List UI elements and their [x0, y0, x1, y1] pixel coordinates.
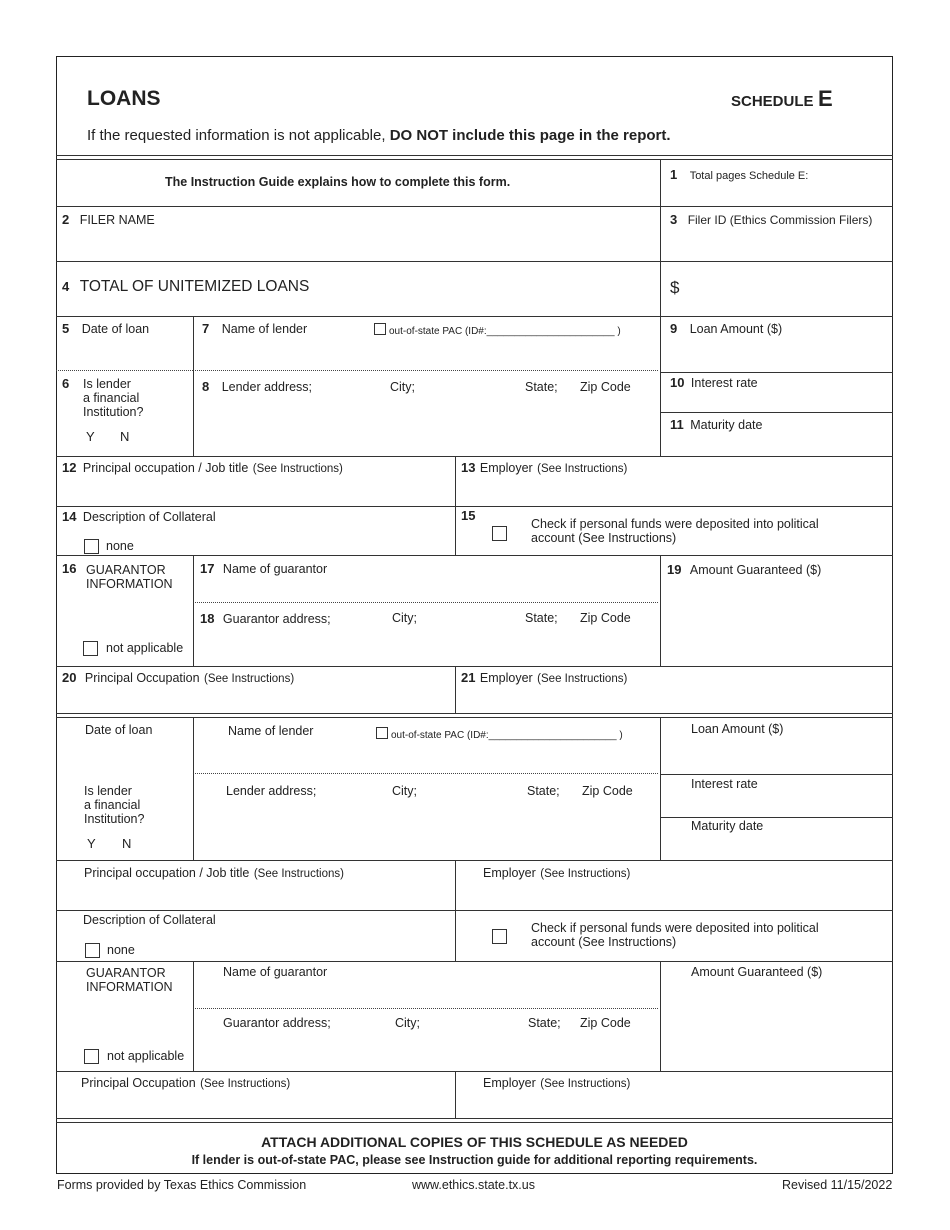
amount-guaranteed-label: Amount Guaranteed ($)	[689, 563, 822, 577]
divider	[56, 261, 893, 262]
not-applicable-checkbox[interactable]	[83, 641, 98, 656]
dotted-divider	[56, 370, 193, 371]
guarantor-address-field[interactable]	[200, 610, 331, 628]
interest-rate-field[interactable]	[670, 374, 758, 392]
see-instructions: (See Instructions)	[253, 868, 344, 880]
pac-checkbox[interactable]	[376, 727, 388, 739]
principal-occupation-field[interactable]	[62, 459, 343, 477]
notice-bold: DO NOT include this page in the report.	[389, 127, 671, 144]
pac-label: out-of-state PAC (ID#:_______________________ )	[391, 730, 623, 741]
personal-funds-checkbox[interactable]	[492, 526, 507, 541]
yes-option[interactable]: Y	[86, 429, 95, 444]
field-number: 9	[670, 321, 678, 336]
field-number: 4	[62, 279, 70, 294]
amount-guaranteed-label[interactable]: Amount Guaranteed ($)	[691, 965, 823, 979]
principal-occupation-field[interactable]	[84, 864, 344, 882]
see-instructions: (See Instructions)	[537, 463, 628, 475]
personal-funds-checkbox[interactable]	[492, 929, 507, 944]
principal-occupation-label: Principal Occupation	[81, 1076, 196, 1090]
not-applicable-label: not applicable	[107, 1049, 185, 1063]
divider	[56, 860, 893, 861]
zip-label: Zip Code	[580, 611, 631, 625]
field-number: 17	[200, 561, 215, 576]
no-option[interactable]: N	[122, 836, 132, 851]
divider	[193, 961, 194, 1071]
none-label: none	[106, 539, 134, 553]
employer-label: Employer	[483, 866, 536, 880]
not-applicable-checkbox[interactable]	[84, 1049, 99, 1064]
guarantor-info-label	[86, 966, 173, 994]
divider	[660, 159, 661, 316]
form-title: LOANS	[87, 87, 161, 110]
personal-funds-line: account (See Instructions)	[531, 935, 677, 949]
field-number: 5	[62, 321, 70, 336]
filer-id-label: Filer ID (Ethics Commission Filers)	[687, 213, 873, 227]
guarantor-info-label	[86, 563, 173, 591]
state-label: State;	[528, 1016, 561, 1030]
employer-field[interactable]	[483, 864, 630, 882]
name-of-lender-label: Name of lender	[221, 322, 308, 336]
guarantor-info-line: GUARANTOR	[86, 966, 166, 980]
divider	[56, 1118, 893, 1119]
see-instructions: (See Instructions)	[540, 868, 631, 880]
divider	[660, 555, 661, 666]
name-of-guarantor-field[interactable]	[200, 560, 327, 578]
collateral-label[interactable]: Description of Collateral	[83, 913, 216, 927]
guarantor-info-line: INFORMATION	[86, 980, 173, 994]
pac-label: out-of-state PAC (ID#:_______________________ )	[389, 326, 621, 337]
field-number: 7	[202, 321, 210, 336]
employer-label: Employer	[479, 671, 533, 685]
city-label: City;	[392, 784, 417, 798]
zip-label: Zip Code	[580, 1016, 631, 1030]
divider	[193, 717, 194, 860]
none-checkbox[interactable]	[84, 539, 99, 554]
guarantor-info-line: GUARANTOR	[86, 563, 166, 577]
guarantor-address-label: Guarantor address;	[222, 612, 331, 626]
is-lender-financial-field[interactable]	[62, 375, 69, 393]
field-number: 16	[62, 561, 77, 576]
see-instructions: (See Instructions)	[200, 1078, 291, 1090]
lender-address-field[interactable]	[202, 378, 312, 396]
dotted-divider	[195, 370, 658, 371]
divider	[56, 456, 893, 457]
none-label: none	[107, 943, 135, 957]
personal-funds-label	[531, 517, 819, 545]
filer-name-label: FILER NAME	[79, 213, 155, 227]
not-applicable-label: not applicable	[106, 641, 184, 655]
is-lender-line: a financial	[83, 391, 140, 405]
pac-checkbox[interactable]	[374, 323, 386, 335]
divider	[660, 717, 661, 860]
maturity-date-label: Maturity date	[690, 418, 763, 432]
date-of-loan-label: Date of loan	[81, 322, 150, 336]
maturity-date-field[interactable]	[670, 416, 762, 434]
is-lender-line: a financial	[84, 798, 141, 812]
divider	[660, 412, 893, 413]
divider	[660, 774, 893, 775]
see-instructions: (See Instructions)	[540, 1078, 631, 1090]
is-lender-line: Institution?	[84, 812, 145, 826]
divider	[56, 206, 893, 207]
schedule-letter: E	[817, 86, 833, 111]
field-number: 12	[62, 460, 77, 475]
divider	[56, 1122, 893, 1123]
divider	[660, 961, 661, 1071]
schedule-word: SCHEDULE	[731, 93, 814, 110]
total-unitemized-field[interactable]	[62, 278, 309, 296]
divider	[56, 910, 893, 911]
divider	[455, 666, 456, 713]
dotted-divider	[195, 602, 658, 603]
divider	[56, 961, 893, 962]
maturity-date-label[interactable]: Maturity date	[691, 819, 764, 833]
guarantor-employer-field[interactable]	[461, 669, 627, 687]
divider	[56, 316, 893, 317]
personal-funds-line: Check if personal funds were deposited into political	[531, 517, 819, 531]
total-pages-label: Total pages Schedule E:	[689, 170, 809, 182]
zip-label: Zip Code	[582, 784, 633, 798]
is-lender-label	[84, 784, 144, 826]
field-number: 13	[461, 460, 476, 475]
city-label: City;	[390, 380, 415, 394]
notice	[87, 127, 671, 144]
name-of-guarantor-label[interactable]: Name of guarantor	[223, 965, 328, 979]
out-of-state-pac	[374, 323, 621, 337]
employer-label: Employer	[483, 1076, 536, 1090]
amount-guaranteed-field[interactable]	[667, 561, 821, 579]
field-number: 21	[461, 670, 476, 685]
pac-note: If lender is out-of-state PAC, please see Instruction guide for additional reporting requirements.	[191, 1153, 758, 1167]
field-number: 10	[670, 375, 685, 390]
state-label: State;	[525, 611, 558, 625]
name-of-lender-label[interactable]: Name of lender	[228, 724, 314, 738]
total-unitemized-label: TOTAL OF UNITEMIZED LOANS	[79, 278, 310, 295]
principal-occupation-label: Principal Occupation	[84, 671, 200, 685]
field-number: 14	[62, 509, 77, 524]
field-number: 11	[670, 417, 684, 432]
interest-rate-label: Interest rate	[690, 376, 758, 390]
lender-address-label: Lender address;	[221, 380, 313, 394]
collateral-field[interactable]	[62, 508, 216, 526]
divider	[56, 159, 893, 160]
schedule-label	[731, 86, 833, 112]
divider	[193, 316, 194, 456]
none-checkbox[interactable]	[85, 943, 100, 958]
footer-provider: Forms provided by Texas Ethics Commission	[57, 1178, 307, 1192]
field-number: 2	[62, 212, 70, 227]
divider	[56, 155, 893, 156]
divider	[56, 1071, 893, 1072]
is-lender-label	[83, 377, 143, 419]
state-label: State;	[527, 784, 560, 798]
field-number: 3	[670, 212, 678, 227]
date-of-loan-field[interactable]	[62, 320, 149, 338]
city-label: City;	[392, 611, 417, 625]
field-number: 15	[461, 508, 476, 523]
city-label: City;	[395, 1016, 420, 1030]
footer-revision: Revised 11/15/2022	[782, 1178, 893, 1192]
name-of-guarantor-label: Name of guarantor	[222, 562, 328, 576]
guarantor-employer-field[interactable]	[483, 1074, 630, 1092]
divider	[56, 713, 893, 714]
divider	[660, 316, 661, 456]
filer-name-field[interactable]	[62, 211, 155, 229]
out-of-state-pac	[376, 727, 623, 741]
personal-funds-label	[531, 921, 819, 949]
see-instructions: (See Instructions)	[204, 673, 295, 685]
guarantor-occupation-field[interactable]	[81, 1074, 290, 1092]
principal-occupation-label: Principal occupation / Job title	[82, 461, 249, 475]
attach-copies-note: ATTACH ADDITIONAL COPIES OF THIS SCHEDULE AS NEEDED	[261, 1134, 688, 1150]
guarantor-occupation-field[interactable]	[62, 669, 294, 687]
loan-amount-label[interactable]: Loan Amount ($)	[691, 722, 784, 736]
zip-label: Zip Code	[580, 380, 631, 394]
lender-address-label[interactable]: Lender address;	[226, 784, 317, 798]
field-number: 20	[62, 670, 77, 685]
field-number: 6	[62, 376, 70, 391]
employer-label: Employer	[479, 461, 533, 475]
is-lender-line: Is lender	[83, 377, 131, 391]
divider	[660, 372, 893, 373]
dotted-divider	[195, 773, 658, 774]
interest-rate-label[interactable]: Interest rate	[691, 777, 758, 791]
instruction-text: The Instruction Guide explains how to complete this form.	[165, 175, 511, 189]
filer-id-field[interactable]	[670, 211, 872, 229]
dotted-divider	[195, 1008, 658, 1009]
divider	[56, 666, 893, 667]
field-number: 19	[667, 562, 682, 577]
loan-amount-field[interactable]	[670, 320, 782, 338]
see-instructions: (See Instructions)	[537, 673, 628, 685]
divider	[56, 506, 893, 507]
principal-occupation-label: Principal occupation / Job title	[84, 866, 250, 880]
divider	[660, 817, 893, 818]
divider	[193, 555, 194, 666]
field-number: 8	[202, 379, 210, 394]
personal-funds-line: Check if personal funds were deposited into political	[531, 921, 819, 935]
total-pages-field[interactable]	[670, 166, 808, 184]
collateral-label: Description of Collateral	[82, 510, 216, 524]
loan-amount-label: Loan Amount ($)	[689, 322, 783, 336]
employer-field[interactable]	[461, 459, 627, 477]
personal-funds-line: account (See Instructions)	[531, 531, 677, 545]
footer-url[interactable]: www.ethics.state.tx.us	[412, 1178, 535, 1192]
divider	[56, 717, 893, 718]
field-number: 1	[670, 167, 678, 182]
guarantor-address-label[interactable]: Guarantor address;	[223, 1016, 331, 1030]
field-number: 18	[200, 611, 215, 626]
yes-option[interactable]: Y	[87, 836, 96, 851]
notice-normal: If the requested information is not applicable,	[87, 127, 390, 144]
is-lender-line: Is lender	[84, 784, 132, 798]
divider	[56, 555, 893, 556]
guarantor-info-line: INFORMATION	[86, 577, 173, 591]
name-of-lender-field[interactable]	[202, 320, 307, 338]
no-option[interactable]: N	[120, 429, 130, 444]
divider	[455, 1071, 456, 1118]
is-lender-line: Institution?	[83, 405, 144, 419]
dollar-sign: $	[670, 278, 680, 297]
date-of-loan-label[interactable]: Date of loan	[85, 723, 153, 737]
state-label: State;	[525, 380, 558, 394]
see-instructions: (See Instructions)	[252, 463, 343, 475]
